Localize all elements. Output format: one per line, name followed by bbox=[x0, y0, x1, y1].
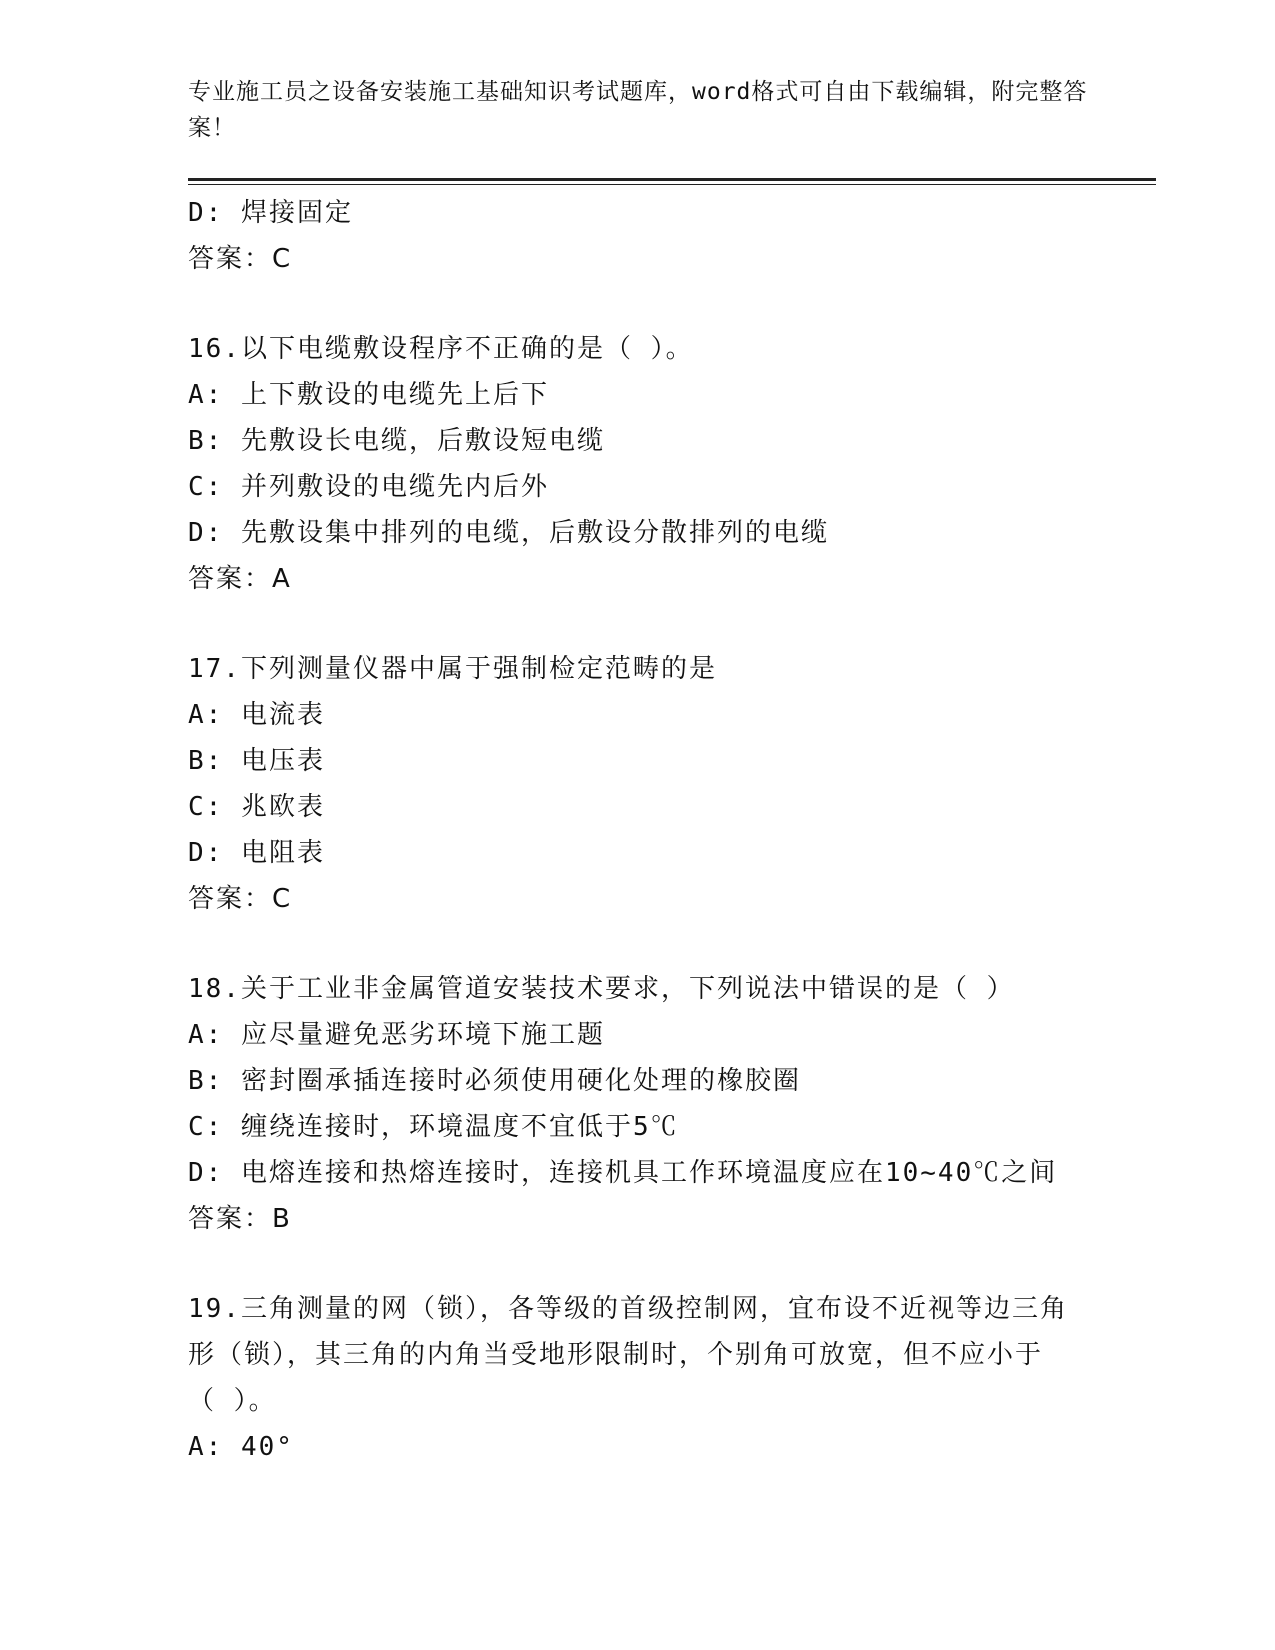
answer: 答案：C bbox=[188, 884, 293, 914]
answer: 答案：B bbox=[188, 1204, 292, 1234]
question-18 bbox=[188, 966, 1088, 1242]
question-text: 18.关于工业非金属管道安装技术要求，下列说法中错误的是（ ） bbox=[188, 974, 1015, 1004]
option-b: B: 先敷设长电缆，后敷设短电缆 bbox=[188, 426, 605, 456]
option-a: A: 应尽量避免恶劣环境下施工题 bbox=[188, 1020, 605, 1050]
question-text: 16.以下电缆敷设程序不正确的是（ ）。 bbox=[188, 334, 694, 364]
option-a: A: 电流表 bbox=[188, 700, 325, 730]
option-c: C: 兆欧表 bbox=[188, 792, 325, 822]
option-a: A: 40° bbox=[188, 1432, 294, 1462]
document-body bbox=[188, 190, 1088, 1470]
question-19 bbox=[188, 1286, 1088, 1470]
question-17 bbox=[188, 646, 1088, 922]
option-c: C: 缠绕连接时，环境温度不宜低于5℃ bbox=[188, 1112, 679, 1142]
question-text: 17.下列测量仪器中属于强制检定范畴的是 bbox=[188, 654, 717, 684]
option-a: A: 上下敷设的电缆先上后下 bbox=[188, 380, 549, 410]
option-b: B: 电压表 bbox=[188, 746, 325, 776]
option-d: D: 电熔连接和热熔连接时，连接机具工作环境温度应在10~40℃之间 bbox=[188, 1158, 1058, 1188]
option-d: D: 电阻表 bbox=[188, 838, 325, 868]
option-d: D: 先敷设集中排列的电缆，后敷设分散排列的电缆 bbox=[188, 518, 829, 548]
question-text: 19.三角测量的网（锁），各等级的首级控制网，宜布设不近视等边三角形（锁），其三角的内角当受地形限制时，个别角可放宽，但不应小于（ ）。 bbox=[188, 1294, 1068, 1416]
option-b: B: 密封圈承插连接时必须使用硬化处理的橡胶圈 bbox=[188, 1066, 801, 1096]
header-rule-thick bbox=[188, 178, 1156, 181]
answer: 答案：A bbox=[188, 564, 292, 594]
option-c: C: 并列敷设的电缆先内后外 bbox=[188, 472, 549, 502]
question-16 bbox=[188, 326, 1088, 602]
prev-answer: 答案：C bbox=[188, 244, 293, 274]
header-rule-thin bbox=[188, 184, 1156, 185]
document-header: 专业施工员之设备安装施工基础知识考试题库，word格式可自由下载编辑，附完整答案！ bbox=[188, 79, 1088, 141]
prev-option-d: D: 焊接固定 bbox=[188, 198, 353, 228]
